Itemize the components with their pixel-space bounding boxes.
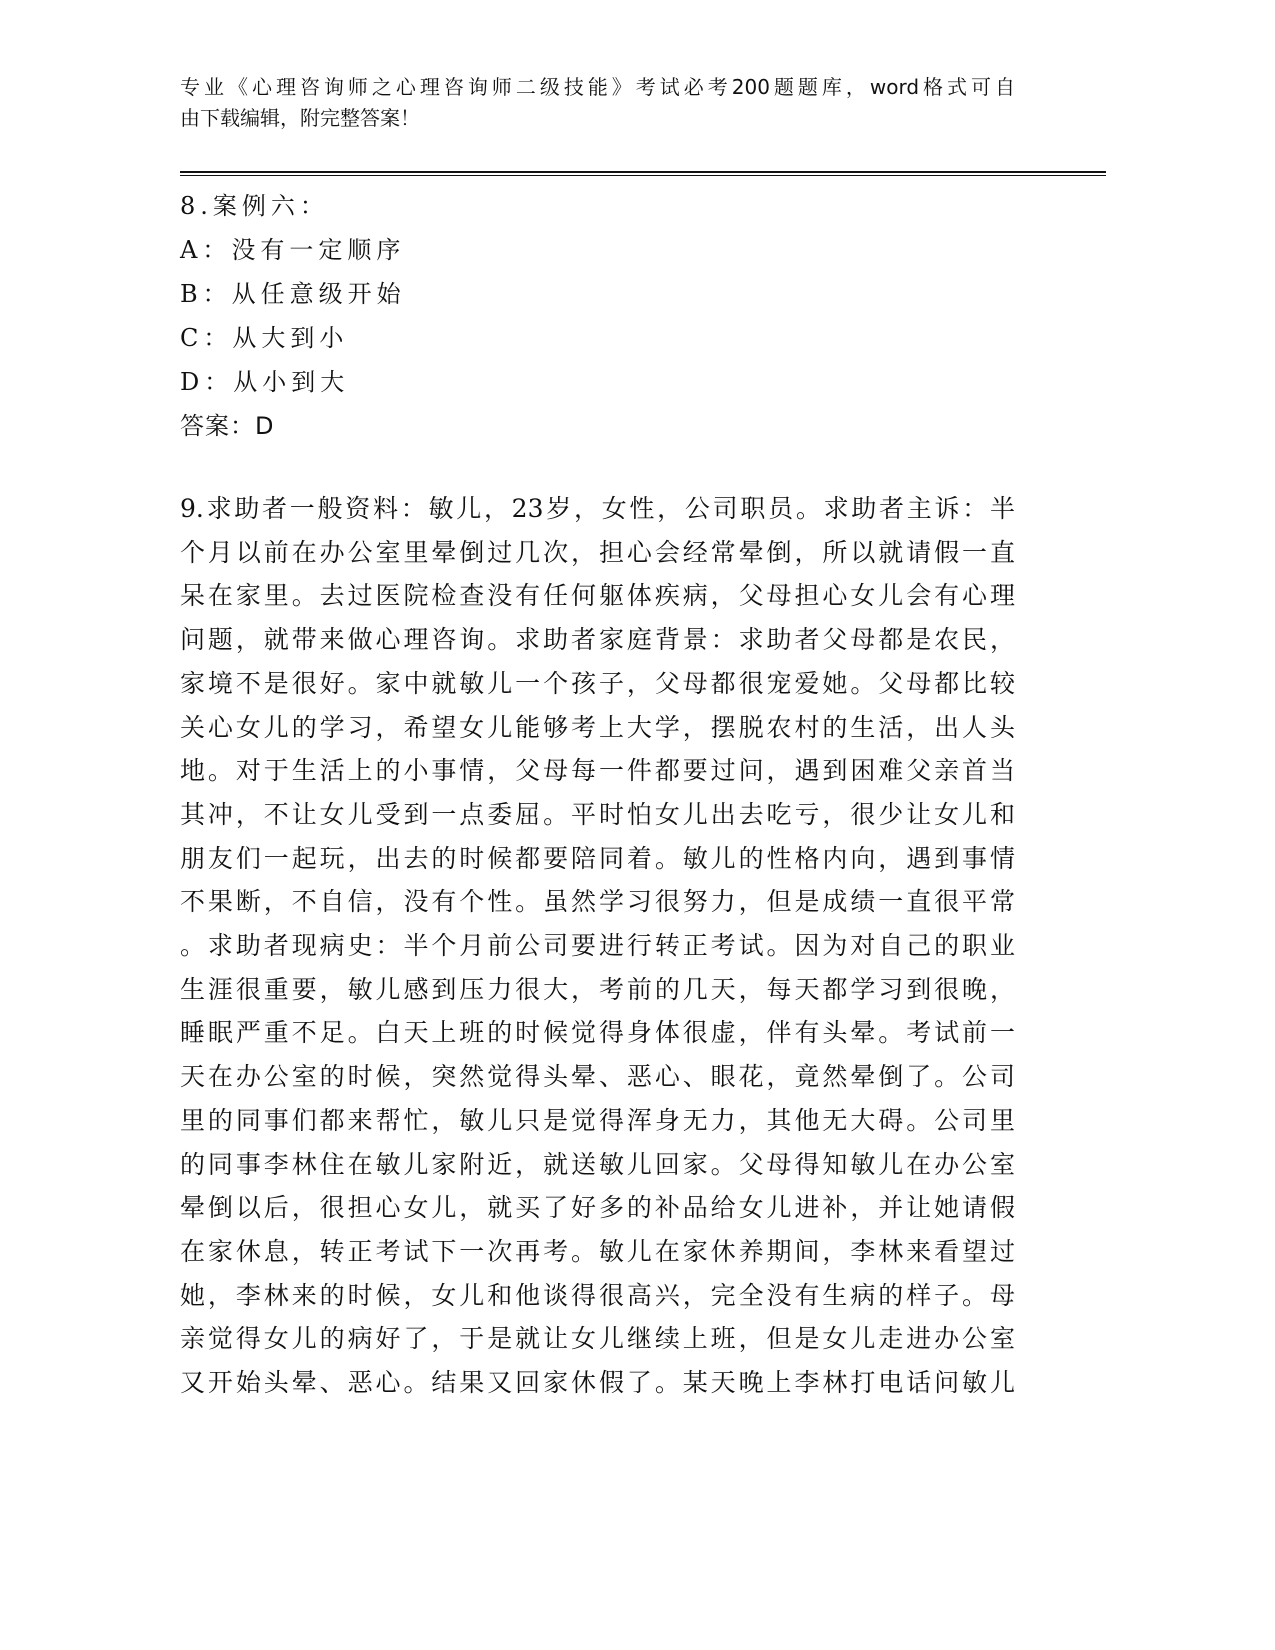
paragraph-line: 关心女儿的学习，希望女儿能够考上大学，摆脱农村的生活，出人头 bbox=[180, 712, 1015, 742]
paragraph-line: 9.求助者一般资料：敏儿，23岁，女性，公司职员。求助者主诉：半 bbox=[180, 494, 1015, 523]
paragraph-line: 的同事李林住在敏儿家附近，就送敏儿回家。父母得知敏儿在办公室 bbox=[180, 1149, 1015, 1179]
paragraph-line: 晕倒以后，很担心女儿，就买了好多的补品给女儿进补，并让她请假 bbox=[180, 1193, 1015, 1223]
question-8 bbox=[180, 184, 406, 448]
paragraph-line: 家境不是很好。家中就敏儿一个孩子，父母都很宠爱她。父母都比较 bbox=[180, 668, 1015, 698]
header-line: 由下载编辑，附完整答案！ bbox=[180, 106, 420, 130]
paragraph-line: 生涯很重要，敏儿感到压力很大，考前的几天，每天都学习到很晚， bbox=[180, 974, 1015, 1004]
document-header bbox=[180, 72, 1015, 134]
paragraph-line: 地。对于生活上的小事情，父母每一件都要过问，遇到困难父亲首当 bbox=[180, 756, 1015, 786]
header-line: 专业《心理咨询师之心理咨询师二级技能》考试必考200题题库，word格式可自 bbox=[180, 75, 1015, 99]
paragraph-line: 她，李林来的时候，女儿和他谈得很高兴，完全没有生病的样子。母 bbox=[180, 1280, 1015, 1310]
answer: 答案：D bbox=[180, 412, 275, 440]
paragraph-line: 天在办公室的时候，突然觉得头晕、恶心、眼花，竟然晕倒了。公司 bbox=[180, 1062, 1015, 1092]
paragraph-line: 朋友们一起玩，出去的时候都要陪同着。敏儿的性格内向，遇到事情 bbox=[180, 843, 1015, 873]
question-stem: 8.案例六： bbox=[180, 192, 329, 220]
header-divider bbox=[180, 171, 1106, 176]
paragraph-line: 。求助者现病史：半个月前公司要进行转正考试。因为对自己的职业 bbox=[180, 931, 1015, 961]
option-b: B：从任意级开始 bbox=[180, 280, 406, 308]
paragraph-line: 个月以前在办公室里晕倒过几次，担心会经常晕倒，所以就请假一直 bbox=[180, 537, 1015, 567]
option-c: C：从大到小 bbox=[180, 324, 349, 352]
paragraph-line: 其冲，不让女儿受到一点委屈。平时怕女儿出去吃亏，很少让女儿和 bbox=[180, 799, 1015, 829]
paragraph-line: 问题，就带来做心理咨询。求助者家庭背景：求助者父母都是农民， bbox=[180, 625, 1015, 655]
question-9 bbox=[180, 487, 1015, 1405]
paragraph-line: 里的同事们都来帮忙，敏儿只是觉得浑身无力，其他无大碍。公司里 bbox=[180, 1105, 1015, 1135]
paragraph-line: 呆在家里。去过医院检查没有任何躯体疾病，父母担心女儿会有心理 bbox=[180, 581, 1015, 611]
paragraph-line: 亲觉得女儿的病好了，于是就让女儿继续上班，但是女儿走进办公室 bbox=[180, 1324, 1015, 1354]
paragraph-line: 不果断，不自信，没有个性。虽然学习很努力，但是成绩一直很平常 bbox=[180, 887, 1015, 917]
option-d: D：从小到大 bbox=[180, 368, 350, 396]
paragraph-line: 在家休息，转正考试下一次再考。敏儿在家休养期间，李林来看望过 bbox=[180, 1236, 1015, 1266]
paragraph-line: 睡眠严重不足。白天上班的时候觉得身体很虚，伴有头晕。考试前一 bbox=[180, 1018, 1015, 1048]
paragraph-line: 又开始头晕、恶心。结果又回家休假了。某天晚上李林打电话问敏儿 bbox=[180, 1368, 1015, 1398]
option-a: A：没有一定顺序 bbox=[180, 236, 406, 264]
